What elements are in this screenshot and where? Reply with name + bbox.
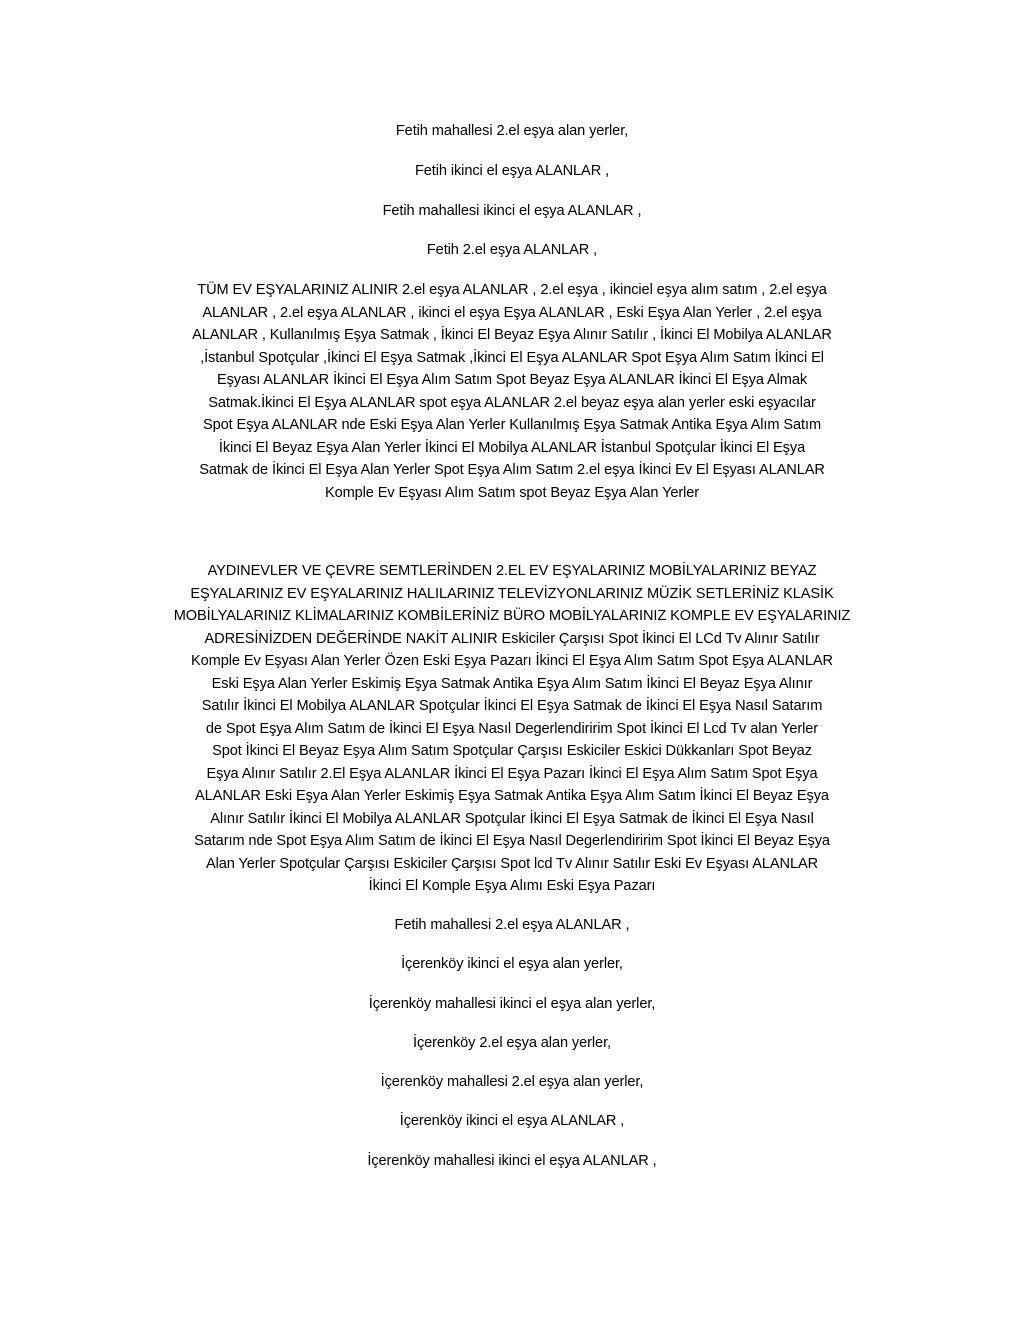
paragraph-line: Satmak.İkinci El Eşya ALANLAR spot eşya ALANLAR 2.el beyaz eşya alan yerler eski eşyacılar <box>208 394 816 411</box>
paragraph-line: ALANLAR , 2.el eşya ALANLAR , ikinci el eşya Eşya ALANLAR , Eski Eşya Alan Yerler , 2.el eşya <box>202 304 822 321</box>
footer-line: İçerenköy ikinci el eşya ALANLAR , <box>399 1113 625 1129</box>
paragraph-line: İkinci El Komple Eşya Alımı Eski Eşya Pazarı <box>368 878 656 894</box>
footer-line: İçerenköy ikinci el eşya alan yerler, <box>401 956 623 972</box>
paragraph-line: ADRESİNİZDEN DEĞERİNDE NAKİT ALINIR Eskiciler Çarşısı Spot İkinci El LCd Tv Alınır Satılır <box>204 630 820 647</box>
paragraph-line: Eşyası ALANLAR İkinci El Eşya Alım Satım Spot Beyaz Eşya ALANLAR İkinci El Eşya Almak <box>216 372 808 388</box>
paragraph-line: Spot Eşya ALANLAR nde Eski Eşya Alan Yerler Kullanılmış Eşya Satmak Antika Eşya Alım Satım <box>202 417 822 433</box>
body-paragraph-1 <box>148 279 876 504</box>
heading-line: Fetih mahallesi 2.el eşya alan yerler, <box>395 123 629 139</box>
heading-line: Fetih mahallesi ikinci el eşya ALANLAR , <box>382 203 642 219</box>
paragraph-line: Alan Yerler Spotçular Çarşısı Eskiciler Çarşısı Spot lcd Tv Alınır Satılır Eski Ev Eşyası ALANLAR <box>205 855 819 872</box>
paragraph-line: ALANLAR Eski Eşya Alan Yerler Eskimiş Eşya Satmak Antika Eşya Alım Satım İkinci El Beyaz Eşya <box>195 788 829 804</box>
paragraph-line: Satılır İkinci El Mobilya ALANLAR Spotçular İkinci El Eşya Satmak de İkinci El Eşya Nasıl Satarım <box>201 698 823 714</box>
paragraph-line: de Spot Eşya Alım Satım de İkinci El Eşya Nasıl Degerlendiririm Spot İkinci El Lcd Tv alan Yerler <box>205 720 819 737</box>
paragraph-line: Eşya Alınır Satılır 2.El Eşya ALANLAR İkinci El Eşya Pazarı İkinci El Eşya Alım Satım Spot Eşya <box>206 765 818 782</box>
paragraph-line: ,İstanbul Spotçular ,İkinci El Eşya Satmak ,İkinci El Eşya ALANLAR Spot Eşya Alım Satım İkinci El <box>200 349 824 366</box>
paragraph-line: Satarım nde Spot Eşya Alım Satım de İkinci El Eşya Nasıl Degerlendiririm Spot İkinci El Beyaz Eşya <box>194 833 830 849</box>
paragraph-line: Satmak de İkinci El Eşya Alan Yerler Spot Eşya Alım Satım 2.el eşya İkinci Ev El Eşyası ALANLAR <box>199 462 825 478</box>
document-page <box>148 0 876 1326</box>
paragraph-line: Eski Eşya Alan Yerler Eskimiş Eşya Satmak Antika Eşya Alım Satım İkinci El Beyaz Eşya Alınır <box>211 675 813 692</box>
footer-line: İçerenköy mahallesi ikinci el eşya ALANLAR , <box>367 1153 657 1169</box>
body-paragraph-2 <box>148 560 876 898</box>
paragraph-line: Alınır Satılır İkinci El Mobilya ALANLAR Spotçular İkinci El Eşya Satmak de İkinci El Eşya Nasıl <box>210 810 814 827</box>
paragraph-line: EŞYALARINIZ EV EŞYALARINIZ HALILARINIZ TELEVİZYONLARINIZ MÜZİK SETLERİNİZ KLASİK <box>190 585 834 602</box>
footer-line: Fetih mahallesi 2.el eşya ALANLAR , <box>394 917 630 933</box>
footer-line: İçerenköy mahallesi 2.el eşya alan yerler, <box>380 1074 644 1090</box>
footer-line: İçerenköy mahallesi ikinci el eşya alan yerler, <box>368 996 656 1012</box>
paragraph-line: MOBİLYALARINIZ KLİMALARINIZ KOMBİLERİNİZ BÜRO MOBİLYALARINIZ KOMPLE EV EŞYALARINIZ <box>173 608 851 624</box>
paragraph-line: AYDINEVLER VE ÇEVRE SEMTLERİNDEN 2.EL EV EŞYALARINIZ MOBİLYALARINIZ BEYAZ <box>207 563 817 579</box>
paragraph-line: Komple Ev Eşyası Alan Yerler Özen Eski Eşya Pazarı İkinci El Eşya Alım Satım Spot Eşya ALANLAR <box>191 653 833 669</box>
paragraph-line: ALANLAR , Kullanılmış Eşya Satmak , İkinci El Beyaz Eşya Alınır Satılır , İkinci El Mobilya ALANLAR <box>192 327 832 343</box>
footer-line: İçerenköy 2.el eşya alan yerler, <box>413 1035 611 1051</box>
paragraph-line: Spot İkinci El Beyaz Eşya Alım Satım Spotçular Çarşısı Eskiciler Eskici Dükkanları Spot Beyaz <box>212 743 812 759</box>
heading-line: Fetih 2.el eşya ALANLAR , <box>426 242 598 258</box>
paragraph-line: TÜM EV EŞYALARINIZ ALINIR 2.el eşya ALANLAR , 2.el eşya , ikinciel eşya alım satım , 2.el eşya <box>197 282 827 298</box>
paragraph-line: Komple Ev Eşyası Alım Satım spot Beyaz Eşya Alan Yerler <box>324 484 700 501</box>
paragraph-line: İkinci El Beyaz Eşya Alan Yerler İkinci El Mobilya ALANLAR İstanbul Spotçular İkinci El Eşya <box>218 439 806 456</box>
heading-line: Fetih ikinci el eşya ALANLAR , <box>414 163 610 179</box>
